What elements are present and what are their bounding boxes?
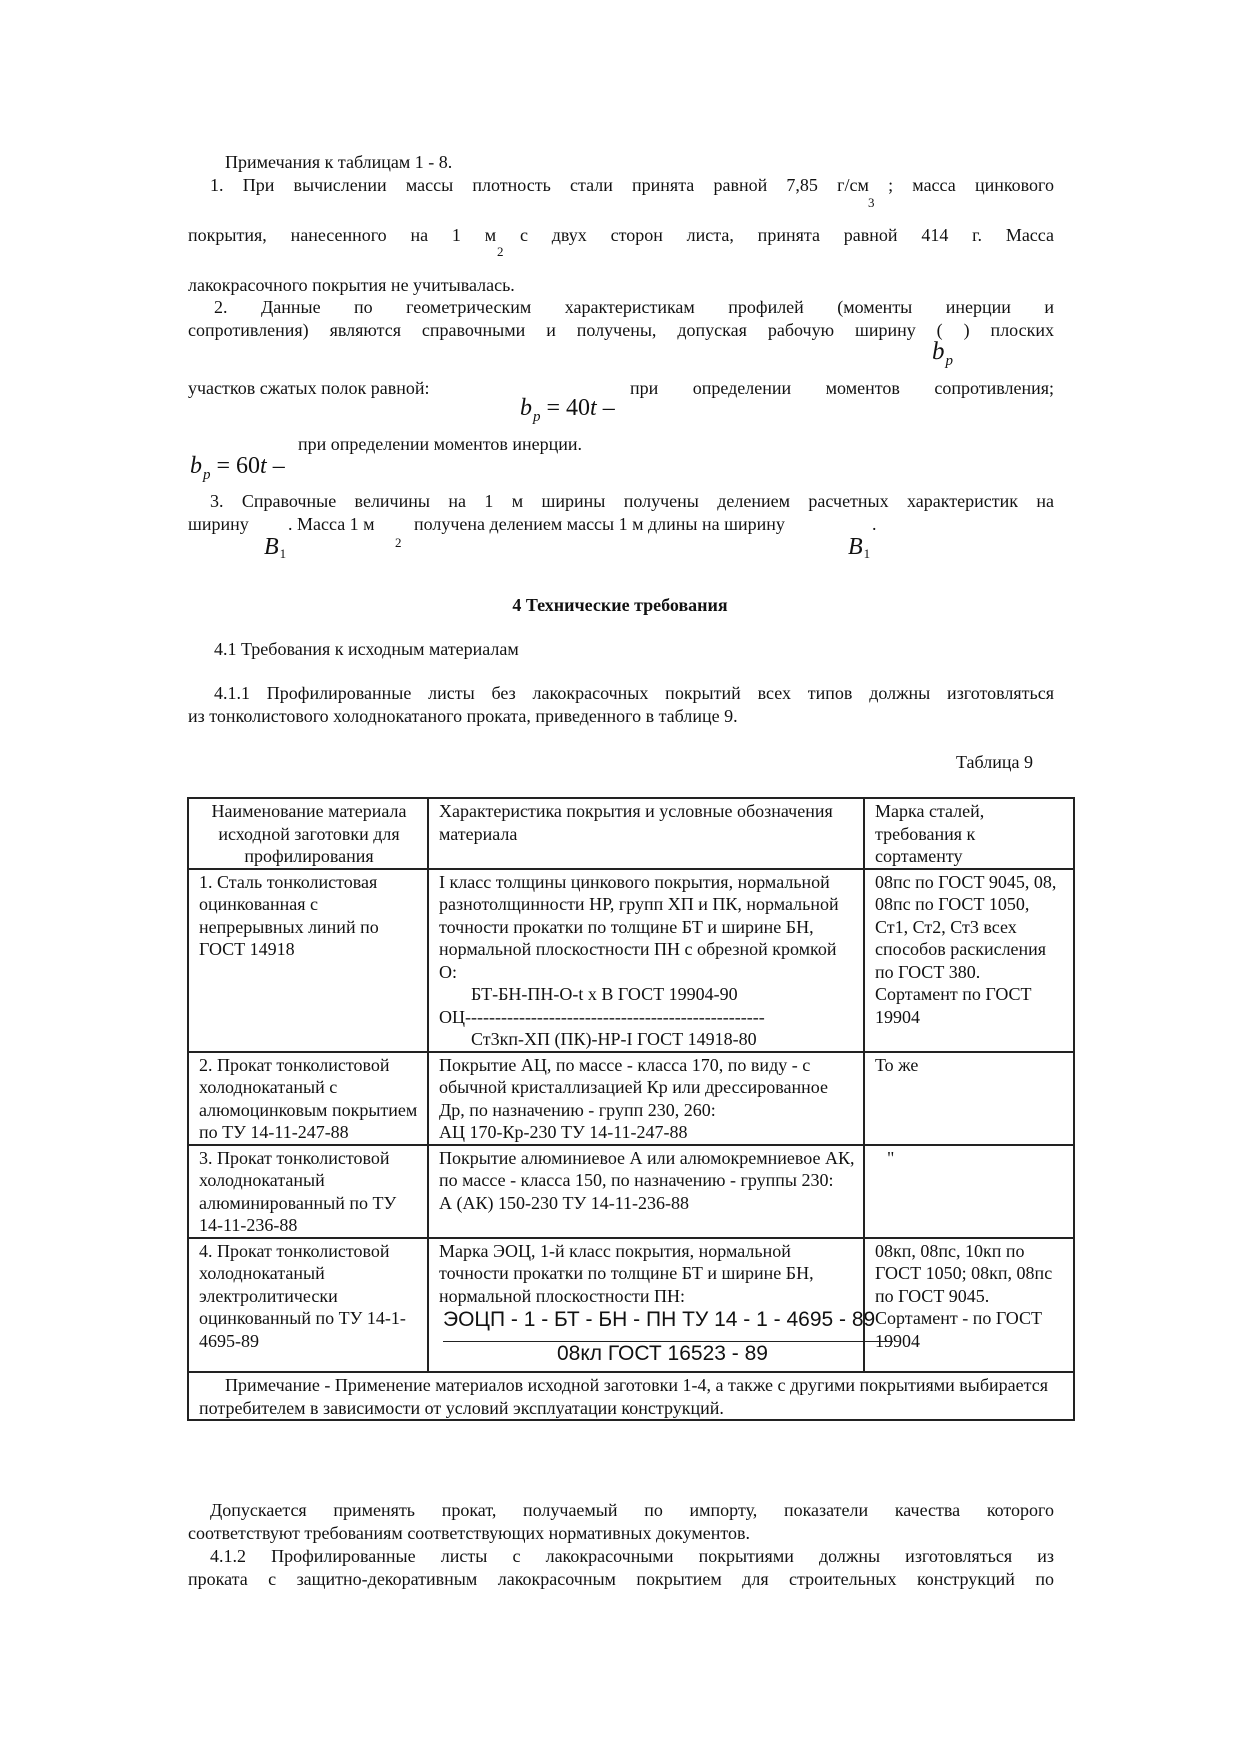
table-row [188, 1238, 1074, 1373]
cell-material: 2. Прокат тонколистовой холоднокатаный с алюмоцинковым покрытием по ТУ 14-11-247-88 [188, 1052, 428, 1145]
table-note: Примечание - Применение материалов исходной заготовки 1-4, а также с другими покрытиями выбирается потребителем в зависимости от условий эксплуатации конструкций. [188, 1372, 1074, 1420]
cell-coating [428, 869, 864, 1052]
para-import-line-1: Допускается применять прокат, получаемый по импорту, показатели качества которого [210, 1500, 1054, 1520]
formula-b1-left: B1 [264, 534, 287, 561]
materials-table [187, 797, 1075, 1421]
designation-line-2: ОЦ-------------------------------------------------- [439, 1006, 765, 1027]
header-cell-coating: Характеристика покрытия и условные обозначения материала [428, 798, 864, 869]
note-3-line-1: 3. Справочные величины на 1 м ширины получены делением расчетных характеристик на [210, 491, 1054, 511]
note-3-line-2a: ширину [188, 514, 249, 534]
header-cell-material: Наименование материала исходной заготовки для профилирования [188, 798, 428, 869]
formula-bp: $b_p$ [932, 338, 953, 369]
note-3-line-2d: . [872, 514, 877, 534]
cell-coating [428, 1238, 876, 1373]
table-header-row [188, 798, 1074, 869]
cell-coating [428, 1145, 864, 1238]
para-4-1-2-line-2: проката с защитно-декоративным лакокрасочным покрытием для строительных конструкций по [188, 1569, 1054, 1589]
table-row [188, 869, 1074, 1052]
formula-b1-right: B1 [848, 534, 871, 561]
note-2-line-1: 2. Данные по геометрическим характеристикам профилей (моменты инерции и [214, 297, 1054, 317]
note-1-line-1: 1. При вычислении массы плотность стали принята равной 7,85 г/см ; масса цинкового [210, 175, 1054, 195]
table-row [188, 1145, 1074, 1238]
superscript-3: 3 [868, 195, 875, 210]
note-1-line-3: лакокрасочного покрытия не учитывалась. [188, 275, 515, 295]
para-import-line-2: соответствуют требованиям соответствующих нормативных документов. [188, 1523, 751, 1543]
cell-material: 3. Прокат тонколистовой холоднокатаный алюминированный по ТУ 14-11-236-88 [188, 1145, 428, 1238]
cell-steel-grade: 08кп, 08пс, 10кп по ГОСТ 1050; 08кп, 08пс по ГОСТ 9045. Сортамент - по ГОСТ 19904 [864, 1238, 1074, 1373]
note-2-line-3a: участков сжатых полок равной: [188, 378, 430, 398]
coating-text: I класс толщины цинкового покрытия, нормальной разнотолщинности НР, групп ХП и ПК, нормальной точности прокатки по толщине БТ и ширине БН, нормальной плоскостности ПН с обрезной кромкой О: [439, 871, 839, 982]
coating-text: Покрытие алюминиевое А или алюмокремниевое АК, по массе - класса 150, по назначению - группы 230: [439, 1147, 855, 1190]
cell-material: 1. Сталь тонколистовая оцинкованная с непрерывных линий по ГОСТ 14918 [188, 869, 428, 1052]
designation-line-3: Ст3кп-ХП (ПК)-НР-I ГОСТ 14918-80 [471, 1029, 757, 1049]
para-4-1-1-line-2: из тонколистового холоднокатаного проката, приведенного в таблице 9. [188, 706, 738, 726]
table-caption: Таблица 9 [956, 752, 1033, 772]
table-note-row [188, 1372, 1074, 1420]
cell-coating [428, 1052, 864, 1145]
table-row [188, 1052, 1074, 1145]
notes-title: Примечания к таблицам 1 - 8. [225, 152, 453, 172]
formula-bp-60t: $b_p = 60t$ – [190, 453, 285, 483]
note-2-line-3b: при определении моментов сопротивления; [630, 378, 1054, 398]
para-4-1-1-line-1: 4.1.1 Профилированные листы без лакокрасочных покрытий всех типов должны изготовляться [214, 683, 1054, 703]
coating-text: Покрытие АЦ, по массе - класса 170, по виду - с обычной кристаллизацией Кр или дрессированное Др, по назначению - групп 230, 260: [439, 1054, 828, 1120]
designation-line-1: А (АК) 150-230 ТУ 14-11-236-88 [439, 1192, 690, 1213]
cell-steel-grade: То же [864, 1052, 1074, 1145]
note-3-line-2c: получена делением массы 1 м длины на ширину [414, 514, 785, 534]
formula-numerator: ЭОЦП - 1 - БТ - БН - ПН ТУ 14 - 1 - 4695 - 89 [443, 1308, 876, 1331]
designation-formula [439, 1307, 876, 1371]
note-2-line-2: сопротивления) являются справочными и получены, допуская рабочую ширину ( ) плоских [188, 320, 1054, 340]
designation-line-1: БТ-БН-ПН-О-t x B ГОСТ 19904-90 [471, 984, 738, 1004]
note-2-line-4: при определении моментов инерции. [298, 434, 583, 454]
coating-text: Марка ЭОЦ, 1-й класс покрытия, нормальной точности прокатки по толщине БТ и ширине БН, нормальной плоскостности ПН: [439, 1240, 814, 1306]
cell-steel-grade: 08пс по ГОСТ 9045, 08, 08пс по ГОСТ 1050, Ст1, Ст2, Ст3 всех способов раскисления по ГОСТ 380. Сортамент по ГОСТ 19904 [864, 869, 1074, 1052]
note-1-line-2: покрытия, нанесенного на 1 м с двух сторон листа, принята равной 414 г. Масса [188, 225, 1054, 245]
designation-line-1: АЦ 170-Кр-230 ТУ 14-11-247-88 [439, 1122, 688, 1142]
header-cell-steel-grade: Марка сталей, требования к сортаменту [864, 798, 1074, 869]
cell-material: 4. Прокат тонколистовой холоднокатаный электролитически оцинкованный по ТУ 14-1-4695-89 [188, 1238, 428, 1373]
superscript-2b: 2 [395, 535, 402, 550]
note-3-line-2b: . Масса 1 м [288, 514, 375, 534]
cell-steel-grade: " [864, 1145, 1074, 1238]
subsection-title: 4.1 Требования к исходным материалам [214, 639, 519, 659]
formula-denominator: 08кл ГОСТ 16523 - 89 [557, 1342, 768, 1365]
superscript-2: 2 [497, 244, 504, 259]
para-4-1-2-line-1: 4.1.2 Профилированные листы с лакокрасочными покрытиями должны изготовляться из [210, 1546, 1054, 1566]
section-heading: 4 Технические требования [512, 595, 728, 615]
formula-bp-40t: $b_p = 40t$ – [520, 395, 615, 425]
